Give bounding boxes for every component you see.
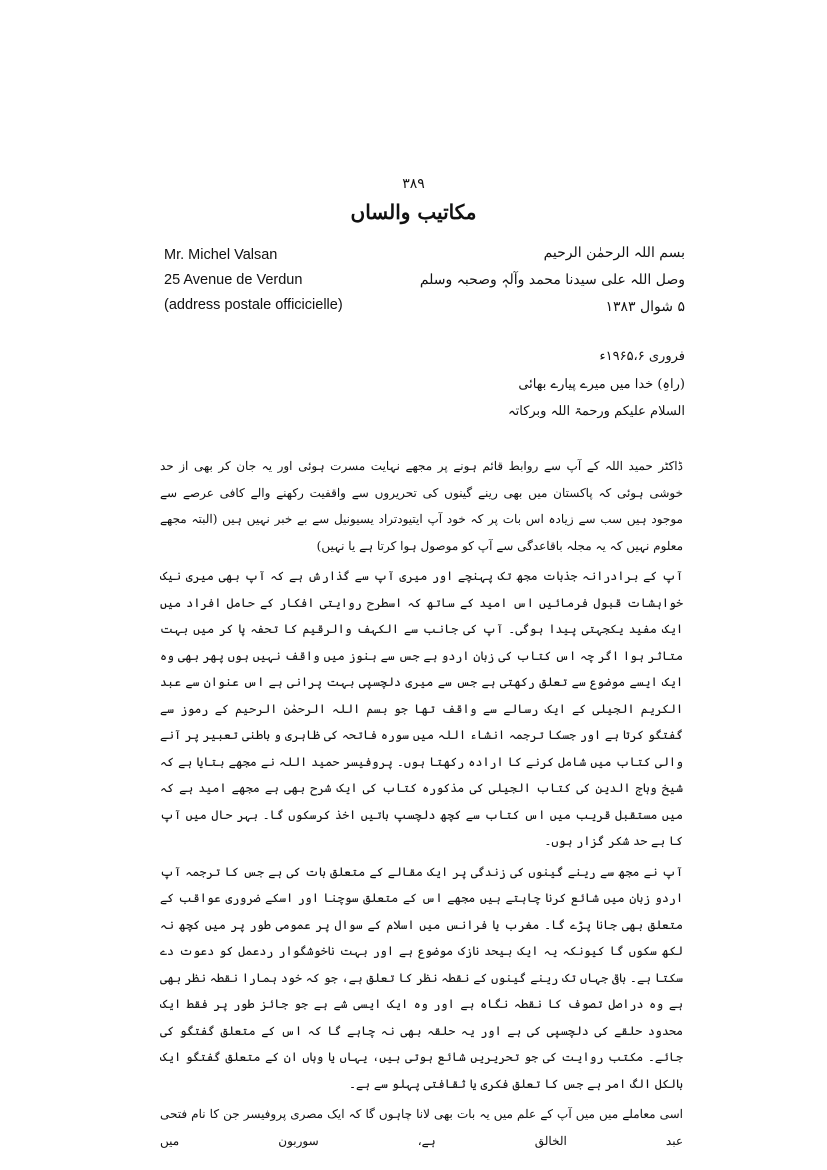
text-line: پر فقط ایک محدود حلقے کی دلچسپی کی ہے اور یہ حلقہ بھی نہ چاہے گا کہ اس کے متعلق گفتگو کی جائے۔ مکتب روایت کی جو تحریریں شائع (160, 997, 683, 1064)
body-paragraph (160, 563, 683, 855)
salam-line: السلام علیکم ورحمۃ اللہ وبرکاتہ (508, 404, 685, 419)
address-line: (address postale officicielle) (164, 297, 343, 313)
letter-body (160, 453, 683, 1158)
text-line: میں مستقبل قریب میں اس کتاب سے کچھ دلچسپ باتیں اخذ کرسکوں گا۔ بہر حال میں آپ کا بے حد شکر گزار ہوں۔ (160, 807, 683, 848)
text-line: ہوتی ہیں، یہاں یا وہاں ان کے متعلق گفتگو ایک بالکل الگ امر ہے جس کا تعلق فکری یا ثقافتی پہلو سے ہے۔ (160, 1050, 683, 1091)
text-line: آپ نے مجھ سے رینے گینوں کی زندگی پر ایک مقالے کے متعلق بات کی ہے جس کا ترجمہ آپ اردو زبان میں شائع کرنا چاہتے (160, 864, 683, 905)
text-line: ساتھ کہ اسطرح روایتی افکار کے حامل افراد میں ایک مفید یکجہتی پیدا ہوگی۔ آپ کی جانب سے الکہف والرقیم کا تحفہ پا کر میں بہت (160, 595, 683, 636)
text-line: ہوں۔ پروفیسر حمید اللہ نے مجھے بتایا ہے کہ شیخ وہاج الدین کی کتاب الجیلی کی مذکورہ کتاب کی ایک شرح بھی ہے مجھے امید ہے کہ (160, 754, 683, 795)
hijri-date: ۵ شوال ۱۳۸۳ (605, 299, 685, 315)
text-line: اسی معاملے میں میں آپ کے علم میں یہ بات بھی لانا چاہوں گا کہ ایک مصری پروفیسر جن کا نام فتحی عبد الخالق ہے، سوربون میں (160, 1107, 683, 1148)
text-line: ڈاکٹر حمید اللہ کے آپ سے روابط قائم ہونے پر مجھے نہایت مسرت ہوئی اور یہ جان کر بھی از حد خوشی ہوئی کہ پاکستان میں بھی رینے (160, 459, 683, 500)
text-line: گینوں کے نقطہ نظر کا تعلق ہے، جو کہ خود ہمارا نقطہ نظر بھی ہے وہ دراصل تصوف کا نقطہ نگاہ ہے اور وہ ایک ایسی شے ہے جو جائز طور (160, 970, 683, 1011)
greeting-line: (راہِ) خدا میں میرے پیارے بھائی (518, 376, 685, 392)
bismillah-line: بسم اللہ الرحمٰن الرحیم (543, 245, 685, 261)
body-paragraph (160, 1101, 683, 1154)
text-line: ہیں مجھے اس کے متعلق سوچنا اور اسکے ضروری عواقب کے متعلق بھی جانا پڑے گا۔ مغرب یا فرانس میں اسلام کے سوال پر عمومی طور (160, 891, 683, 932)
body-paragraph (160, 453, 683, 559)
durood-line: وصل اللہ علی سیدنا محمد وآلہٖ وصحبہ وسلم (419, 272, 685, 288)
text-line: متاثر ہوا اگر چہ اس کتاب کی زبان اردو ہے جس سے ہنوز میں واقف نہیں ہوں پھر بھی وہ ایک ایسے موضوع سے تعلق رکھتی ہے (160, 648, 683, 689)
text-line: پر میں کچھ نہ لکھ سکوں گا کیونکہ یہ ایک بیحد نازک موضوع ہے اور بہت ناخوشگوار ردعمل کو دعوت دے سکتا ہے۔ باقی جہاں تک رینے (160, 917, 683, 985)
letter-opening (365, 343, 685, 426)
body-paragraph (160, 859, 683, 1098)
invocation-block (395, 240, 685, 321)
text-line: آپ کے برادرانہ جذبات مجھ تک پہنچے اور میری آپ سے گذارش ہے کہ آپ بھی میری نیک خواہشات قبول فرمائیں اس امید کے (160, 569, 683, 610)
text-line: گینوں کی تحریروں سے واقفیت رکھنے والے کافی عرصے سے موجود ہیں سب سے زیادہ اس بات پر کہ خود آپ ایتیودتراد یسیونیل سے (160, 485, 683, 526)
page-title: مکاتیب والساں (350, 200, 477, 224)
recipient-address (164, 243, 394, 318)
address-line: Mr. Michel Valsan (164, 247, 278, 263)
page-number: ۳۸۹ (402, 176, 425, 192)
text-line: رموز سے گفتگو کرتا ہے اور جسکا ترجمہ انشاء اللہ میں سورہ فاتحہ کی ظاہری و باطنی تعبیر پر آنے والی کتاب میں شامل کرنے کا ارادہ رکھتا (160, 701, 683, 769)
text-line: بے خبر نہیں ہیں (البتہ مجھے معلوم نہیں کہ یہ مجلہ باقاعدگی سے آپ کو موصول ہوا کرتا ہے یا نہیں) (160, 512, 683, 553)
address-line: 25 Avenue de Verdun (164, 272, 303, 288)
gregorian-date: فروری ۱۹۶۵،۶ء (599, 349, 685, 364)
text-line: جس سے میری دلچسپی بہت پرانی ہے اس عنوان سے عبد الکریم الجیلی کے ایک رسالے سے واقف تھا جو بسم اللہ الرحمٰن الرحیم کے (160, 675, 683, 716)
